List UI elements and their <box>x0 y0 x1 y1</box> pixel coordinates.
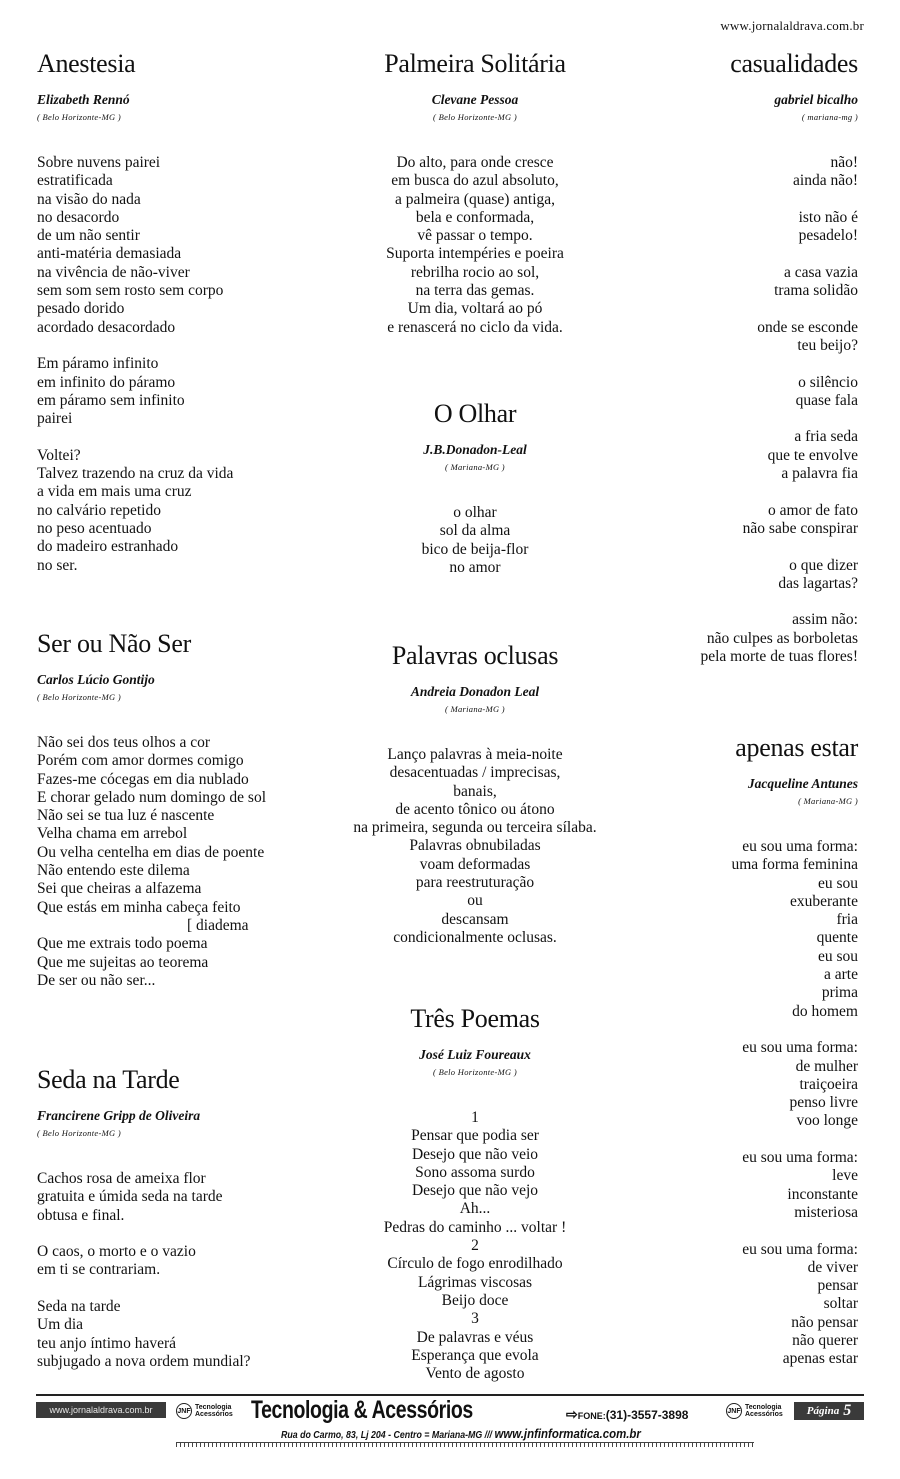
poem-line: eu sou uma forma: <box>742 1240 858 1258</box>
poem-line: de acento tônico ou átono <box>395 800 555 818</box>
poem-line: sem som sem rosto sem corpo <box>37 282 224 300</box>
poem-title: casualidades <box>730 49 858 78</box>
poem-line: a arte <box>824 966 858 984</box>
poem-seda-na-tarde <box>37 1064 307 1371</box>
poem-palavras-oclusas <box>320 640 630 947</box>
poem-line: em infinito do páramo <box>37 373 176 391</box>
poem-line: leve <box>832 1167 858 1185</box>
poem-place: ( Belo Horizonte-MG ) <box>433 1067 517 1077</box>
phone-number: (31)-3557-3898 <box>605 1408 689 1422</box>
poem-author: Clevane Pessoa <box>431 92 519 107</box>
stanza <box>640 838 858 1021</box>
store-phone <box>566 1406 688 1423</box>
poem-line: não culpes as borboletas <box>706 629 858 647</box>
poem-body <box>37 734 307 990</box>
store-website[interactable]: www.jnfinformatica.com.br <box>494 1426 641 1441</box>
poem-palmeira-solitaria <box>320 48 630 337</box>
stanza <box>320 154 630 337</box>
stanza <box>640 1039 858 1130</box>
poem-line: não pensar <box>791 1313 858 1331</box>
stanza <box>640 428 858 483</box>
poem-line: do homem <box>792 1002 858 1020</box>
poem-line: voam deformadas <box>419 855 531 873</box>
arrow-right-icon: ⇨ <box>566 1406 578 1422</box>
poem-line: Seda na tarde <box>37 1298 121 1316</box>
poem-line: estratificada <box>37 172 113 190</box>
poem-line: pensar <box>817 1277 858 1295</box>
poem-body <box>320 154 630 337</box>
poem-line: a palavra fia <box>781 465 858 483</box>
poem-line: Desejo que não veio <box>411 1145 539 1163</box>
stanza <box>320 504 630 577</box>
poem-line: traiçoeira <box>799 1075 858 1093</box>
poem-line: 1 <box>471 1109 479 1126</box>
poem-line: descansam <box>441 910 509 928</box>
poem-line: soltar <box>823 1295 858 1313</box>
poem-line: eu sou uma forma: <box>742 1149 858 1167</box>
poem-line: anti-matéria demasiada <box>37 245 182 263</box>
poem-line: 3 <box>471 1310 479 1328</box>
poem-line: de viver <box>807 1258 858 1276</box>
stanza <box>37 355 307 428</box>
stanza <box>640 374 858 411</box>
poem-line: na terra das gemas. <box>415 282 535 300</box>
poem-body <box>320 1109 630 1383</box>
poem-line: O caos, o morto e o vazio <box>37 1243 196 1261</box>
fone-label: FONE: <box>577 1411 606 1421</box>
footer-url[interactable]: www.jornalaldrava.com.br <box>36 1402 166 1418</box>
site-url[interactable]: www.jornalaldrava.com.br <box>720 18 864 33</box>
logo-mark-icon: JNF <box>726 1403 742 1419</box>
poem-line: para reestruturação <box>415 874 535 892</box>
poem-line: quase fala <box>795 391 858 409</box>
stanza <box>37 1298 307 1371</box>
stanza <box>37 447 307 575</box>
poem-author: J.B.Donadon-Leal <box>423 442 527 457</box>
page-label: Página <box>806 1405 840 1417</box>
poem-body <box>640 154 858 666</box>
stanza <box>37 154 307 337</box>
poem-line: Um dia, voltará ao pó <box>407 300 543 318</box>
poem-line: eu sou <box>817 947 858 965</box>
poem-line: em ti se contrariam. <box>37 1261 161 1279</box>
stanza <box>640 264 858 301</box>
poem-line: Não sei dos teus olhos a cor <box>37 734 211 751</box>
poem-body <box>640 838 858 1369</box>
poem-place: ( Belo Horizonte-MG ) <box>433 112 517 122</box>
poem-line: Vento de agosto <box>425 1365 525 1383</box>
poem-author: Jacqueline Antunes <box>747 776 858 791</box>
poem-line: penso livre <box>789 1094 858 1112</box>
stanza <box>37 1170 307 1225</box>
poem-line: em busca do azul absoluto, <box>391 172 559 190</box>
poem-line: inconstante <box>787 1185 858 1203</box>
poem-place: ( mariana-mg ) <box>801 112 858 122</box>
footer-advertisement <box>36 1396 864 1441</box>
poem-line: na visão do nada <box>37 190 141 208</box>
poem-line: no desacordo <box>37 208 120 226</box>
stanza <box>640 611 858 666</box>
poem-author: gabriel bicalho <box>774 92 858 107</box>
poem-casualidades <box>640 48 858 666</box>
poem-line: acordado desacordado <box>37 318 176 336</box>
poem-line: quente <box>816 929 858 947</box>
poem-body <box>37 1170 307 1371</box>
poem-line: exuberante <box>790 892 858 910</box>
poem-line: banais, <box>453 782 497 800</box>
poem-line: bela e conformada, <box>415 208 535 226</box>
poem-author: Andreia Donadon Leal <box>410 684 540 699</box>
poem-line: misteriosa <box>794 1203 858 1221</box>
poem-line: condicionalmente oclusas. <box>393 928 557 946</box>
poem-body <box>320 504 630 577</box>
poem-line: Que me extrais todo poema <box>37 935 208 953</box>
logo-text-1: Tecnologia <box>195 1404 232 1411</box>
poem-line: eu sou <box>817 874 858 892</box>
poem-place: ( Belo Horizonte-MG ) <box>37 692 121 702</box>
poem-line: Um dia <box>37 1316 84 1334</box>
poem-line: voo longe <box>796 1112 858 1130</box>
store-logo-right <box>726 1401 796 1421</box>
stanza <box>640 502 858 539</box>
stanza <box>640 319 858 356</box>
poem-line: rebrilha rocio ao sol, <box>410 263 540 281</box>
poem-line: Sobre nuvens pairei <box>37 154 161 171</box>
poem-line: prima <box>821 984 858 1002</box>
stanza <box>640 1241 858 1369</box>
poem-line: Círculo de fogo enrodilhado <box>387 1255 563 1273</box>
stanza <box>320 1109 630 1383</box>
poem-line: Do alto, para onde cresce <box>396 154 554 171</box>
poem-line: na primeira, segunda ou terceira sílaba. <box>353 819 597 837</box>
poem-line: no peso acentuado <box>37 519 152 537</box>
poem-tres-poemas <box>320 1003 630 1383</box>
poem-line: gratuita e úmida seda na tarde <box>37 1188 223 1206</box>
poem-line: trama solidão <box>774 282 858 300</box>
stanza <box>640 209 858 246</box>
poem-line: Pensar que podia ser <box>411 1127 539 1145</box>
stanza <box>640 1149 858 1222</box>
poem-line: não querer <box>792 1332 858 1350</box>
poem-line: Beijo doce <box>441 1291 509 1309</box>
poem-apenas-estar <box>640 732 858 1369</box>
stanza <box>320 746 630 947</box>
poem-line: pairei <box>37 410 73 428</box>
poem-o-olhar <box>320 398 630 577</box>
poem-line: Suporta intempéries e poeira <box>386 245 564 263</box>
poem-line: que te envolve <box>767 446 858 464</box>
poem-line: bico de beija-flor <box>421 540 529 558</box>
poem-line: a casa vazia <box>784 263 858 281</box>
poem-line: fria <box>836 911 858 929</box>
poem-line: de um não sentir <box>37 227 140 245</box>
poem-line: Ou velha centelha em dias de poente <box>37 843 265 861</box>
poem-line: ainda não! <box>793 172 858 190</box>
poem-place: ( Belo Horizonte-MG ) <box>37 112 121 122</box>
poem-title: Palavras oclusas <box>391 641 559 670</box>
poem-line: Em páramo infinito <box>37 355 159 373</box>
poem-line: Porém com amor dormes comigo <box>37 752 244 770</box>
poem-line: das lagartas? <box>778 574 858 592</box>
poem-title: Ser ou Não Ser <box>37 629 191 658</box>
poem-line: no ser. <box>37 556 78 574</box>
poem-place: ( Mariana-MG ) <box>445 462 505 472</box>
logo-mark-icon: JNF <box>176 1403 192 1419</box>
poem-line: Esperança que evola <box>411 1346 539 1364</box>
poem-line: apenas estar <box>782 1350 858 1368</box>
page-number-badge <box>794 1402 864 1420</box>
poem-line: no amor <box>449 558 501 576</box>
poem-line: subjugado a nova ordem mundial? <box>37 1352 251 1370</box>
poem-line: o amor de fato <box>768 501 858 519</box>
poem-line: Que me sujeitas ao teorema <box>37 953 209 971</box>
page-number: 5 <box>843 1402 852 1419</box>
poem-line: pesadelo! <box>798 227 858 245</box>
poem-line: em páramo sem infinito <box>37 391 185 409</box>
logo-text-2: Acessórios <box>745 1411 783 1418</box>
poem-line: Que estás em minha cabeça feito <box>37 898 241 916</box>
stanza <box>640 154 858 191</box>
poem-line: Talvez trazendo na cruz da vida <box>37 465 234 483</box>
poem-line: isto não é <box>798 208 858 226</box>
poem-line: na vivência de não-viver <box>37 263 190 281</box>
poem-line: Não sei se tua luz é nascente <box>37 807 215 825</box>
poem-title: Palmeira Solitária <box>384 49 566 78</box>
poem-body <box>37 154 307 575</box>
poem-author: José Luiz Foureaux <box>419 1047 531 1062</box>
poem-line: de mulher <box>795 1057 858 1075</box>
poem-line: onde se esconde <box>757 318 858 336</box>
poem-title: Seda na Tarde <box>37 1065 180 1094</box>
poem-line: a vida em mais uma cruz <box>37 483 192 501</box>
footer-ruler <box>176 1442 754 1448</box>
poem-line: eu sou uma forma: <box>742 1039 858 1057</box>
stanza <box>37 1243 307 1280</box>
poem-line: teu beijo? <box>797 336 858 354</box>
poem-line: uma forma feminina <box>731 856 858 874</box>
poem-line: no calvário repetido <box>37 501 161 519</box>
poem-title: Três Poemas <box>410 1004 540 1033</box>
poem-author: Elizabeth Rennó <box>37 92 130 107</box>
poem-line: pela morte de tuas flores! <box>700 648 858 666</box>
poem-line: Lanço palavras à meia-noite <box>387 746 563 763</box>
poem-line: o que dizer <box>789 556 858 574</box>
poem-line: desacentuadas / imprecisas, <box>389 764 561 782</box>
poem-ser-ou-nao-ser <box>37 628 307 990</box>
poem-place: ( Mariana-MG ) <box>445 704 505 714</box>
store-logo <box>176 1401 246 1421</box>
poem-title: O Olhar <box>433 399 517 428</box>
poem-line: 2 <box>471 1237 479 1255</box>
poem-title: Anestesia <box>37 49 136 78</box>
poem-line: teu anjo íntimo haverá <box>37 1334 177 1352</box>
poem-line: De palavras e véus <box>416 1328 534 1346</box>
poem-line: não! <box>830 154 858 171</box>
poem-line: a palmeira (quase) antiga, <box>394 190 556 208</box>
poem-line: Cachos rosa de ameixa flor <box>37 1170 206 1187</box>
stanza <box>37 734 307 990</box>
poem-line: [ diadema <box>187 916 249 934</box>
poem-place: ( Belo Horizonte-MG ) <box>37 1128 121 1138</box>
poem-line: Pedras do caminho ... voltar ! <box>383 1218 567 1236</box>
stanza <box>640 557 858 594</box>
poem-line: Ah... <box>459 1200 491 1218</box>
poem-line: Sono assoma surdo <box>415 1163 535 1181</box>
store-address <box>281 1426 641 1441</box>
poem-title: apenas estar <box>735 733 858 762</box>
poem-line: obtusa e final. <box>37 1206 125 1224</box>
poem-line: Fazes-me cócegas em dia nublado <box>37 770 249 788</box>
poem-body <box>320 746 630 947</box>
poem-line: pesado dorido <box>37 300 125 318</box>
poem-line: assim não: <box>792 611 858 629</box>
store-brand: Tecnologia & Acessórios <box>251 1396 473 1424</box>
poem-anestesia <box>37 48 307 575</box>
poem-author: Francirene Gripp de Oliveira <box>37 1108 201 1123</box>
poem-line: eu sou uma forma: <box>742 838 858 855</box>
logo-text-2: Acessórios <box>195 1411 233 1418</box>
poem-line: De ser ou não ser... <box>37 971 156 989</box>
poem-line: Voltei? <box>37 446 81 464</box>
poem-line: não sabe conspirar <box>742 519 858 537</box>
poem-line: o olhar <box>453 504 497 521</box>
poem-place: ( Mariana-MG ) <box>798 796 858 806</box>
poem-line: Lágrimas viscosas <box>417 1273 533 1291</box>
poem-line: a fria seda <box>794 428 858 446</box>
poem-line: vê passar o tempo. <box>417 227 533 245</box>
poem-line: E chorar gelado num domingo de sol <box>37 788 267 806</box>
poem-line: o silêncio <box>798 373 858 391</box>
poem-line: e renascerá no ciclo da vida. <box>387 318 563 336</box>
poem-line: Velha chama em arrebol <box>37 825 188 843</box>
poem-line: Desejo que não vejo <box>411 1182 539 1200</box>
poem-author: Carlos Lúcio Gontijo <box>37 672 155 687</box>
poem-line: Palavras obnubiladas <box>409 837 541 855</box>
poem-line: ou <box>467 892 483 910</box>
logo-text-1: Tecnologia <box>745 1404 782 1411</box>
poem-line: Sei que cheiras a alfazema <box>37 880 202 898</box>
poem-line: do madeiro estranhado <box>37 538 179 556</box>
address-text: Rua do Carmo, 83, Lj 204 - Centro = Mariana-MG /// <box>281 1430 493 1441</box>
poem-line: sol da alma <box>439 522 511 540</box>
poem-line: Não entendo este dilema <box>37 862 190 880</box>
